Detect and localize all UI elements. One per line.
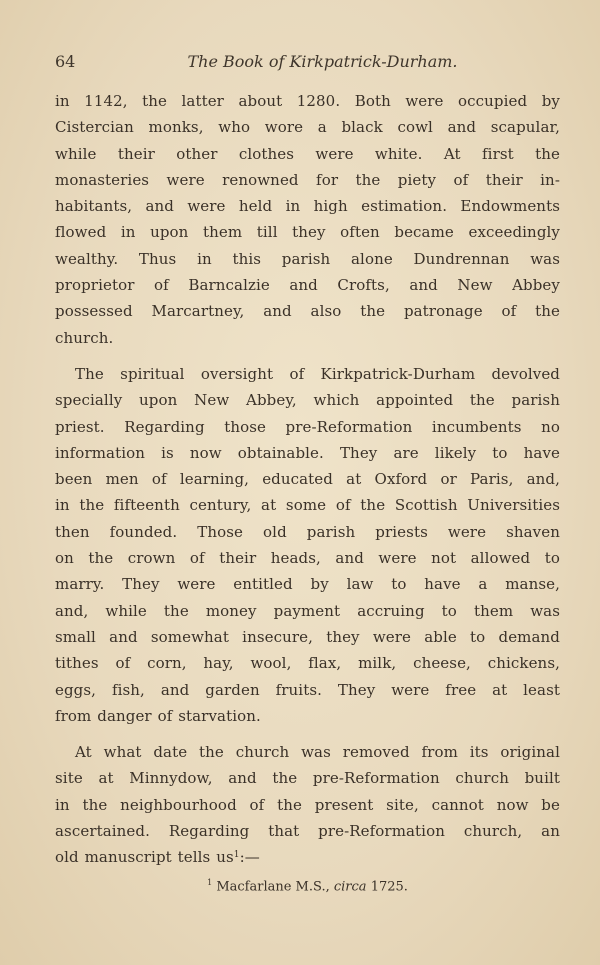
footnote-circa: circa: [333, 879, 367, 895]
text-line: The spiritual oversight of Kirkpatrick-Durham devolved: [75, 364, 560, 383]
footnote-reference[interactable]: 1: [233, 850, 240, 861]
text-line: in 1142, the latter about 1280. Both were occupied by: [55, 92, 560, 110]
text-line: At what date the church was removed from its original: [75, 743, 560, 762]
paragraph-2: [55, 361, 560, 729]
text-line: while their other clothes were white. At first the: [55, 144, 560, 163]
text-line: church.: [55, 328, 114, 347]
text-line: ascertained. Regarding that pre-Reformation church, an: [55, 822, 560, 841]
text-line: been men of learning, educated at Oxford or Paris, and,: [55, 470, 560, 489]
text-line: eggs, fish, and garden fruits. They were free at least: [55, 680, 560, 699]
text-line: tithes of corn, hay, wool, flax, milk, cheese, chickens,: [55, 654, 560, 673]
text-line: then founded. Those old parish priests were shaven: [55, 522, 560, 541]
text-line: from danger of starvation.: [55, 706, 261, 725]
text-line: possessed Marcartney, and also the patronage of the: [55, 302, 560, 321]
text-line-final-words: old manuscript tells us: [55, 848, 234, 867]
text-line-final-tail: :—: [239, 848, 260, 867]
text-line: habitants, and were held in high estimation. Endowments: [55, 197, 560, 216]
body-text: [55, 88, 560, 871]
text-line: priest. Regarding those pre-Reformation incumbents no: [55, 417, 560, 436]
text-line: site at Minnydow, and the pre-Reformation church built: [55, 769, 560, 788]
text-line: information is now obtainable. They are likely to have: [55, 443, 560, 462]
footnote-year: 1725.: [370, 879, 408, 895]
paragraph-1: [55, 88, 560, 351]
footnote-source: Macfarlane M.S.,: [216, 879, 330, 895]
text-line: in the neighbourhood of the present site, cannot now be: [55, 795, 560, 814]
footnote: [55, 878, 560, 894]
text-line: marry. They were entitled by law to have a manse,: [55, 575, 560, 594]
text-line: monasteries were renowned for the piety of their in-: [55, 170, 560, 189]
page-number: 64: [55, 52, 76, 71]
text-line: wealthy. Thus in this parish alone Dundrennan was: [55, 249, 560, 268]
footnote-marker: 1: [207, 878, 213, 887]
text-line: specially upon New Abbey, which appointed the parish: [55, 391, 560, 410]
paragraph-3: [55, 739, 560, 870]
text-line: Cistercian monks, who wore a black cowl and scapular,: [55, 118, 560, 137]
text-line: and, while the money payment accruing to them was: [55, 601, 560, 620]
text-line-final: [55, 844, 560, 870]
text-line: small and somewhat insecure, they were able to demand: [55, 627, 560, 646]
text-line: proprietor of Barncalzie and Crofts, and New Abbey: [55, 276, 560, 295]
text-line: in the fifteenth century, at some of the Scottish Universities: [55, 496, 560, 515]
running-title: The Book of Kirkpatrick-Durham.: [187, 52, 458, 71]
text-line: on the crown of their heads, and were not allowed to: [55, 549, 560, 568]
text-line: flowed in upon them till they often became exceedingly: [55, 223, 560, 242]
page-header: [55, 52, 560, 76]
